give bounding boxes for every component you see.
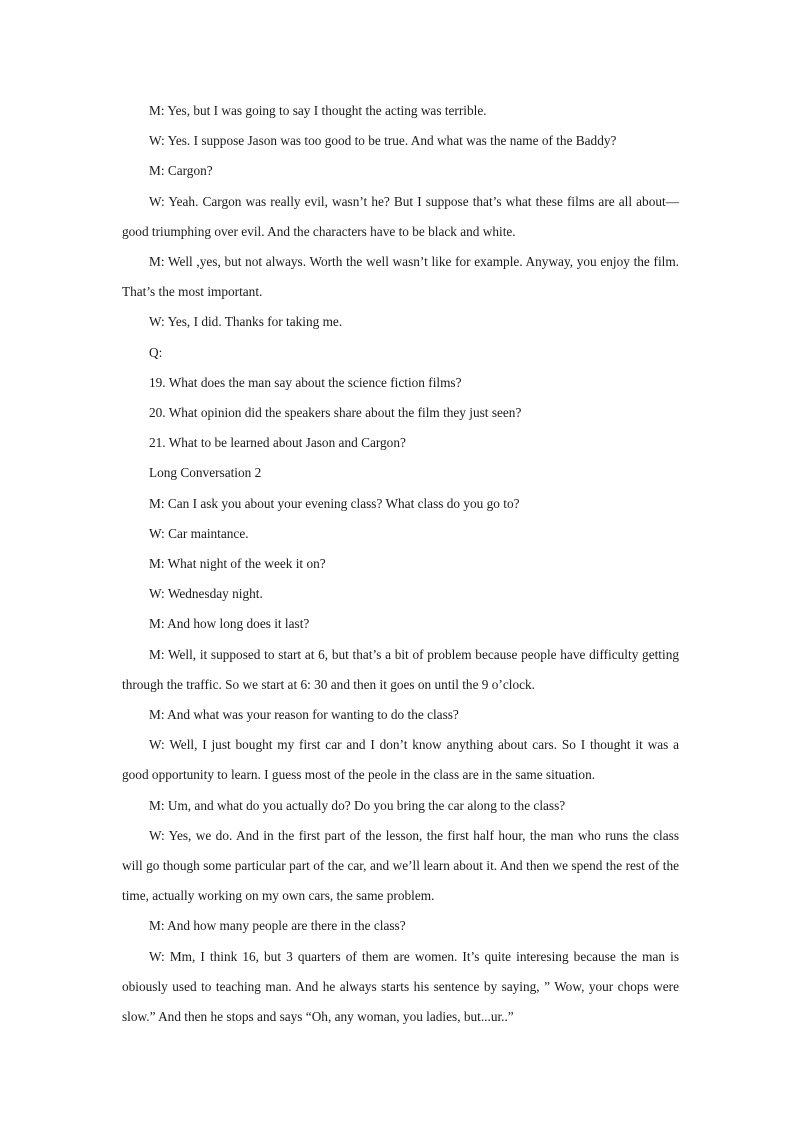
paragraph-12: M: Can I ask you about your evening class? What class do you go to? bbox=[149, 495, 520, 511]
question-20: 20. What opinion did the speakers share about the film they just seen? bbox=[149, 405, 522, 421]
paragraph-17: M: Well, it supposed to start at 6, but that’s a bit of problem because people have difficulty getting through the traffic. So we start at 6: 30 and then it goes on until the 9 o’clock. bbox=[122, 646, 679, 692]
paragraph-19: W: Well, I just bought my first car and I don’t know anything about cars. So I thought it was a good opportunity to learn. I guess most of the peole in the class are in the same situation. bbox=[122, 737, 679, 783]
paragraph-21: W: Yes, we do. And in the first part of the lesson, the first half hour, the man who runs the class will go though some particular part of the car, and we’ll learn about it. And then we spend the rest of the time, actually working on my own cars, the same problem. bbox=[122, 827, 679, 904]
paragraph-2: W: Yes. I suppose Jason was too good to be true. And what was the name of the Baddy? bbox=[149, 133, 617, 149]
paragraph-6: W: Yes, I did. Thanks for taking me. bbox=[149, 314, 343, 330]
question-21: 21. What to be learned about Jason and Cargon? bbox=[149, 435, 406, 451]
paragraph-13: W: Car maintance. bbox=[149, 525, 249, 541]
paragraph-16: M: And how long does it last? bbox=[149, 616, 310, 632]
paragraph-3: M: Cargon? bbox=[149, 163, 213, 179]
paragraph-5: M: Well ,yes, but not always. Worth the well wasn’t like for example. Anyway, you enjoy the film. That’s the most important. bbox=[122, 254, 679, 300]
paragraph-1: M: Yes, but I was going to say I thought the acting was terrible. bbox=[149, 103, 487, 118]
question-19: 19. What does the man say about the science fiction films? bbox=[149, 374, 462, 390]
section-heading: Long Conversation 2 bbox=[149, 465, 262, 481]
paragraph-18: M: And what was your reason for wanting to do the class? bbox=[149, 707, 459, 723]
paragraph-14: M: What night of the week it on? bbox=[149, 556, 326, 572]
paragraph-22: M: And how many people are there in the class? bbox=[149, 918, 406, 934]
question-heading: Q: bbox=[149, 344, 163, 360]
paragraph-15: W: Wednesday night. bbox=[149, 586, 263, 602]
paragraph-23: W: Mm, I think 16, but 3 quarters of them are women. It’s quite interesing because the man is obiously used to teaching man. And he always starts his sentence by saying, ” Wow, your chops were slow.” And then he stops and says “Oh, any woman, you ladies, but...ur..” bbox=[122, 948, 679, 1025]
paragraph-20: M: Um, and what do you actually do? Do you bring the car along to the class? bbox=[149, 797, 566, 813]
document-page bbox=[122, 96, 679, 1032]
paragraph-4: W: Yeah. Cargon was really evil, wasn’t he? But I suppose that’s what these films are all about—good triumphing over evil. And the characters have to be black and white. bbox=[122, 193, 679, 239]
